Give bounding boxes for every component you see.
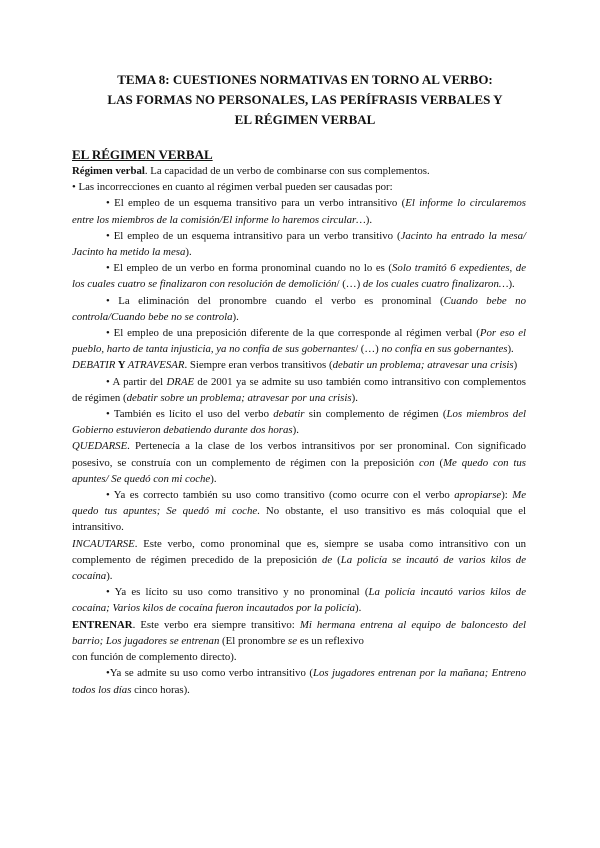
debatir-paragraph: DEBATIR Y ATRAVESAR. Siempre eran verbos transitivos (debatir un problema; atravesar una crisis) xyxy=(72,359,518,372)
document-body xyxy=(72,147,526,698)
title-line-2: LAS FORMAS NO PERSONALES, LAS PERÍFRASIS VERBALES Y xyxy=(107,92,503,107)
quedarse-paragraph: QUEDARSE. Pertenecía a la clase de los verbos intransitivos por ser pronominal. Con significado posesivo, se construía con un complemento de régimen con la preposición con (Me quedo con tus apuntes/ Se quedó con mi coche). xyxy=(72,440,527,485)
definition-term: Régimen verbal xyxy=(72,165,145,177)
bullet-debatir-no-complement: • También es lícito el uso del verbo debatir sin complemento de régimen (Los miembros del Gobierno estuvieron debatiendo durante dos horas). xyxy=(72,408,526,437)
incautarse-term: INCAUTARSE xyxy=(72,537,135,550)
bullet-entrenar-intransitive: •Ya se admite su uso como verbo intransitivo (Los jugadores entrenan por la mañana; Entreno todos los días cinco horas). xyxy=(72,667,526,696)
bullet-incautar-transitive: • Ya es lícito su uso como transitivo y no pronominal (La policía incautó varios kilos de cocaína; Varios kilos de cocaína fueron incautados por la policía). xyxy=(72,586,526,615)
bullet-drae-2001: • A partir del DRAE de 2001 ya se admite su uso también como intransitivo con complementos de régimen (debatir sobre un problema; atravesar por una crisis). xyxy=(72,375,526,404)
debatir-term: DEBATIR xyxy=(72,359,116,372)
quedarse-term: QUEDARSE xyxy=(72,440,128,453)
bullet-quedarse-transitive: • Ya es correcto también su uso como transitivo (como ocurre con el verbo apropiarse): Me quedo tus apuntes; Se quedó mi coche. No obstante, el uso transitivo es más coloquial que el intransitivo. xyxy=(72,489,527,534)
bullet-preposition: • El empleo de una preposición diferente de la que corresponde al régimen verbal (Por eso el pueblo, harto de tanta injusticia, ya no confía de sus gobernantes/ (…) no confía en sus gobernantes). xyxy=(72,327,527,356)
entrenar-paragraph-continuation: con función de complemento directo). xyxy=(72,651,237,664)
bullet-intransitive-scheme: • El empleo de un esquema intransitivo para un verbo transitivo (Jacinto ha entrado la mesa/ Jacinto ha metido la mesa). xyxy=(72,229,526,259)
incautarse-paragraph: INCAUTARSE. Este verbo, como pronominal que es, siempre se usaba como intransitivo con un complemento de régimen precedido de la preposición de (La policía se incautó de varios kilos de cocaína). xyxy=(72,537,527,583)
intro-paragraph: • Las incorrecciones en cuanto al régimen verbal pueden ser causadas por: xyxy=(72,181,393,194)
title-line-3: EL RÉGIMEN VERBAL xyxy=(234,112,376,127)
entrenar-term: ENTRENAR xyxy=(72,618,133,631)
section-heading: EL RÉGIMEN VERBAL xyxy=(72,147,213,162)
atravesar-term: ATRAVESAR xyxy=(127,359,185,372)
document-title xyxy=(70,70,540,130)
bullet-pronoun-elimination: • La eliminación del pronombre cuando el verbo es pronominal (Cuando bebe no controla/Cuando bebe no se controla). xyxy=(72,294,526,323)
bullet-transitive-scheme: • El empleo de un esquema transitivo para un verbo intransitivo (El informe lo circularemos entre los miembros de la comisión/El informe lo haremos circular…). xyxy=(72,197,527,226)
entrenar-paragraph: ENTRENAR. Este verbo era siempre transitivo: Mi hermana entrena al equipo de baloncesto del barrio; Los jugadores se entrenan (El pronombre se es un reflexivo xyxy=(72,618,526,647)
bullet-pronominal-form: • El empleo de un verbo en forma pronominal cuando no lo es (Solo tramitó 6 expedientes, de los cuales cuatro se finalizaron con resolución de demolición/ (…) de los cuales cuatro finalizaron…). xyxy=(72,262,527,291)
definition-paragraph: Régimen verbal. La capacidad de un verbo de combinarse con sus complementos. xyxy=(72,165,430,177)
title-line-1: TEMA 8: CUESTIONES NORMATIVAS EN TORNO AL VERBO: xyxy=(117,72,493,87)
